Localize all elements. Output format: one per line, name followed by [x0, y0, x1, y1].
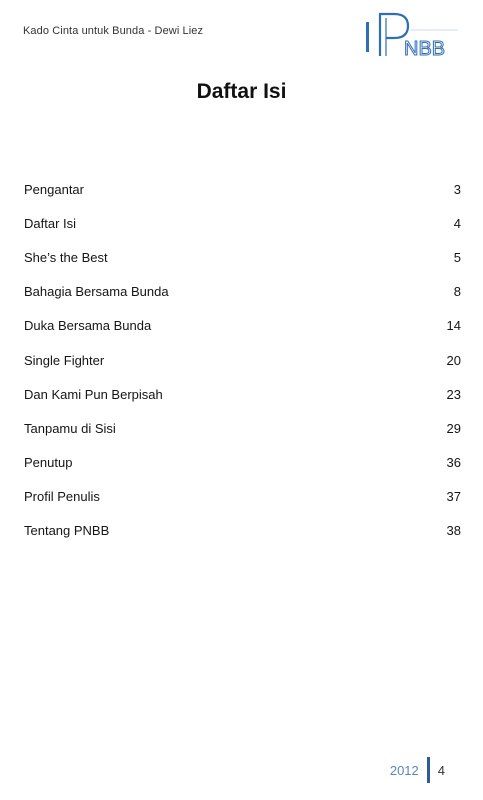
- toc-entry[interactable]: [24, 343, 461, 377]
- logo-text: NBB: [404, 38, 446, 58]
- page-number: 4: [437, 762, 445, 778]
- footer-year: 2012: [389, 762, 419, 778]
- toc-entry-page: 5: [453, 249, 461, 265]
- toc-entry-page: 37: [446, 489, 461, 505]
- toc-entry-label: Profil Penulis: [24, 489, 100, 505]
- toc-entry[interactable]: [24, 377, 461, 411]
- toc-entry-label: She’s the Best: [24, 249, 108, 265]
- toc-entry-page: 4: [453, 215, 461, 231]
- toc-entry-page: 38: [446, 523, 461, 539]
- page-title: Daftar Isi: [196, 80, 287, 103]
- pnbb-logo: [364, 8, 464, 58]
- toc-entry[interactable]: [24, 309, 461, 343]
- toc-entry-label: Daftar Isi: [24, 215, 77, 231]
- toc-entry-page: 8: [453, 284, 461, 300]
- toc-entry-page: 14: [446, 318, 461, 334]
- toc-entry-label: Single Fighter: [24, 352, 105, 368]
- toc-entry-page: 23: [446, 386, 461, 402]
- table-of-contents: [24, 172, 461, 548]
- toc-entry[interactable]: [24, 446, 461, 480]
- toc-entry-label: Penutup: [24, 455, 73, 471]
- toc-entry-label: Bahagia Bersama Bunda: [24, 284, 169, 300]
- toc-entry[interactable]: [24, 480, 461, 514]
- toc-entry-label: Pengantar: [24, 181, 84, 197]
- toc-entry-page: 29: [446, 420, 461, 436]
- toc-entry-label: Duka Bersama Bunda: [24, 318, 152, 334]
- toc-entry-label: Tanpamu di Sisi: [24, 420, 116, 436]
- running-header: Kado Cinta untuk Bunda - Dewi Liez: [23, 25, 204, 37]
- toc-entry[interactable]: [24, 411, 461, 445]
- toc-entry-page: 36: [446, 455, 461, 471]
- page-footer: [390, 757, 445, 783]
- toc-entry-label: Dan Kami Pun Berpisah: [24, 386, 163, 402]
- toc-entry[interactable]: [24, 172, 461, 206]
- toc-entry[interactable]: [24, 514, 461, 548]
- toc-entry[interactable]: [24, 206, 461, 240]
- toc-entry-page: 3: [453, 181, 461, 197]
- toc-entry[interactable]: [24, 275, 461, 309]
- footer-divider: [427, 757, 430, 783]
- pnbb-logo-icon: [364, 8, 464, 58]
- toc-entry[interactable]: [24, 240, 461, 274]
- toc-entry-label: Tentang PNBB: [24, 523, 110, 539]
- toc-entry-page: 20: [446, 352, 461, 368]
